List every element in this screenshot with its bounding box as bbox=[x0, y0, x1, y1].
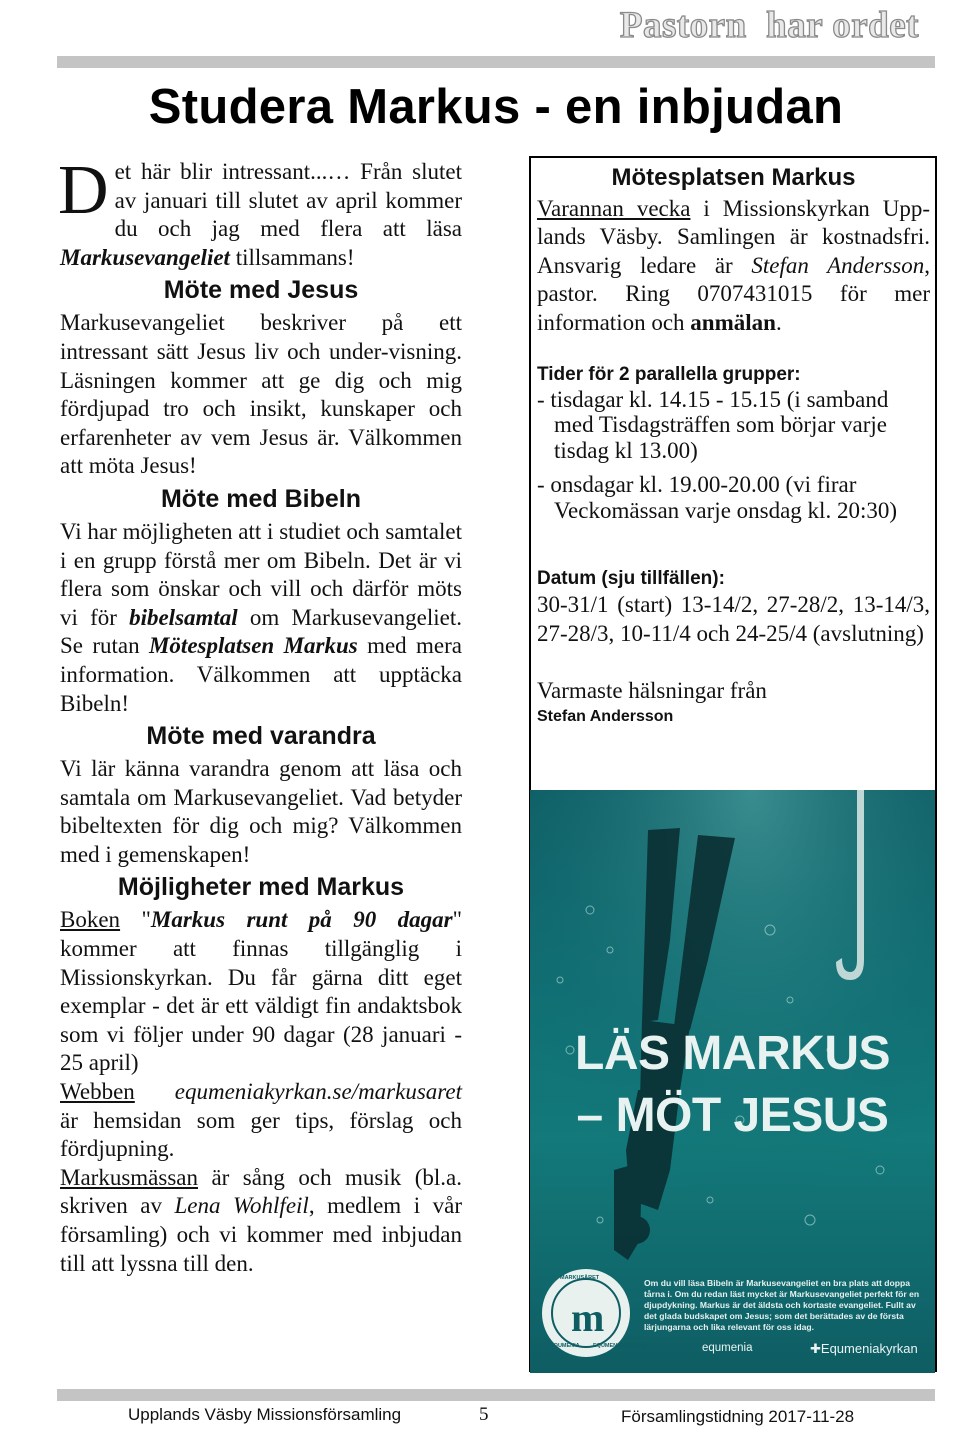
webben-paragraph: Webben equmeniakyrkan.se/markusaret är hemsidan som ger tips, förslag och fördjupning. bbox=[60, 1079, 462, 1162]
varandra-paragraph: Vi lär känna varandra genom att läsa och samtala om Markusevangeliet. Vad betyder bibeltexten för dig och mig? Välkommen med i gemenskapen! bbox=[60, 756, 462, 867]
poster-image bbox=[530, 790, 935, 1373]
group-tuesday: - tisdagar kl. 14.15 - 15.15 (i samband med Tisdagsträffen som börjar varje tisdag kl 13.00) bbox=[537, 386, 889, 463]
greeting: Varmaste hälsningar från bbox=[537, 678, 767, 704]
poster-headline-2: – MÖT JESUS bbox=[576, 1089, 889, 1142]
page-number: 5 bbox=[479, 1404, 489, 1425]
intro-paragraph: Det här blir intressant...… Från slutet av januari till slutet av april kommer du och jag med flera att läsa Markusevangeliet tillsammans! bbox=[58, 152, 462, 270]
badge-left-text: EQUMENIA bbox=[550, 1343, 580, 1349]
equmeniakyrkan-logo: ✚Equmeniakyrkan bbox=[810, 1341, 918, 1356]
heading-mote-med-bibeln: Möte med Bibeln bbox=[160, 484, 361, 513]
drop-cap: D bbox=[58, 152, 109, 229]
section-header: Pastorn har ordet bbox=[619, 5, 919, 46]
group-wednesday: - onsdagar kl. 19.00-20.00 (vi firar Veckomässan varje onsdag kl. 20:30) bbox=[537, 472, 898, 523]
dates-text: 30-31/1 (start) 13-14/2, 27-28/2, 13-14/3, 27-28/3, 10-11/4 och 24-25/4 (avslutning) bbox=[537, 592, 930, 646]
footer-publication: Församlingstidning 2017-11-28 bbox=[621, 1407, 855, 1426]
cross-icon: ✚ bbox=[810, 1341, 821, 1356]
jesus-paragraph: Markusevangeliet beskriver på ett intressant sätt Jesus liv och under-visning. Läsningen kommer att ge dig och mig fördjupad tro och insikt, kunskaper och erfarenheter av vem Jesus är. Välkommen att möta Jesus! bbox=[60, 310, 462, 479]
markusmassan-paragraph: Markusmässan är sång och musik (bl.a. skriven av Lena Wohlfeil, medlem i vår församling) och vi kommer med inbjudan till att lyssna till den. bbox=[60, 1164, 462, 1276]
heading-mojligheter-med-markus: Möjligheter med Markus bbox=[117, 873, 405, 902]
left-column bbox=[58, 152, 462, 1278]
dates-label: Datum (sju tillfällen): bbox=[537, 568, 725, 590]
badge-top-text: MARKUSÅRET bbox=[560, 1275, 600, 1281]
heading-mote-med-varandra: Möte med varandra bbox=[146, 722, 376, 751]
box-intro: Varannan vecka i Missionskyrkan Upp-lands Väsby. Samlingen är kostnadsfri. Ansvarig ledare är Stefan Andersson, pastor. Ring 0707431015 för mer information och anmälan. bbox=[537, 195, 930, 335]
groups-label: Tider för 2 parallella grupper: bbox=[537, 363, 801, 385]
poster-small-text: Om du vill läsa Bibeln är Markusevangeliet en bra plats att doppa tårna i. Om du redan läst mycket är Markusevangeliet perfekt för en djupdykning. Markus är det äldsta och kortaste evangeliet. Fullt av det glada budskapet om Jesus; som det berättades av de första lärjungarna och lika relevant för oss idag. bbox=[644, 1278, 920, 1332]
box-heading: Mötesplatsen Markus bbox=[611, 164, 856, 191]
footer-organization: Upplands Väsby Missionsförsamling bbox=[128, 1405, 402, 1424]
page-title: Studera Markus - en inbjudan bbox=[148, 80, 844, 134]
signature: Stefan Andersson bbox=[537, 707, 674, 725]
boken-paragraph: Boken "Markus runt på 90 dagar" kommer att finnas tillgänglig i Missionskyrkan. Du får gärna ditt eget exemplar - det är ett väldigt fin andaktsbok som vi följer under 90 dagar (28 januari - 25 april) bbox=[60, 907, 462, 1076]
top-rule bbox=[57, 56, 935, 68]
heading-mote-med-jesus: Möte med Jesus bbox=[163, 276, 359, 305]
bottom-rule bbox=[57, 1389, 935, 1401]
badge-right-text: EQUMENIAKYRKAN bbox=[593, 1343, 647, 1349]
equmenia-logo: equmenia bbox=[702, 1342, 753, 1354]
poster-headline-1: LÄS MARKUS bbox=[575, 1027, 890, 1080]
badge-letter: m bbox=[571, 1295, 605, 1340]
bibeln-paragraph: Vi har möjligheten att i studiet och samtalet i en grupp förstå mer om Bibeln. Det är vi flera som önskar och vill och därför möts vi för bibelsamtal om Markusevangeliet. Se rutan Mötesplatsen Markus med mera information. Välkommen att upptäcka Bibeln! bbox=[60, 518, 462, 716]
info-box-content bbox=[537, 164, 930, 728]
